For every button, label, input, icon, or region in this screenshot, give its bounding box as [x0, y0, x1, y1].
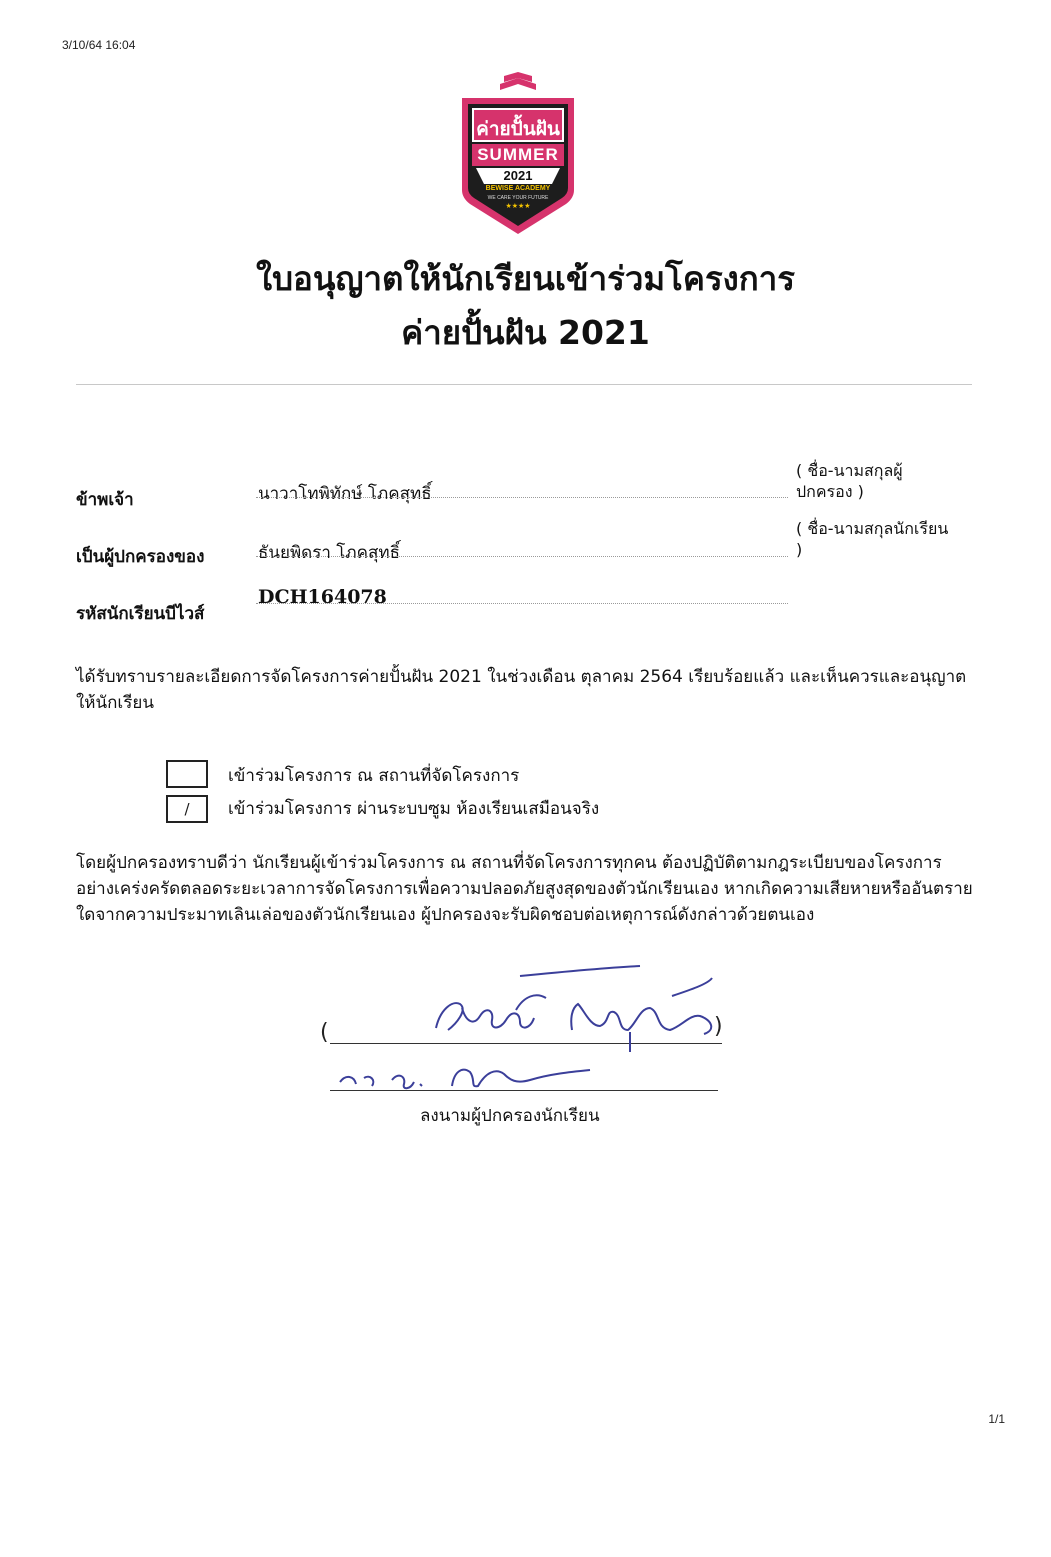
student-name-value: ธันยพิดรา โภคสุทธิ์: [258, 543, 400, 563]
parent-name-label: ข้าพเจ้า: [76, 490, 134, 510]
parent-name-note: ( ชื่อ-นามสกุลผู้ปกครอง ): [796, 461, 903, 501]
document-subtitle: ค่ายปั้นฝัน 2021: [401, 313, 650, 352]
onsite-option-label: เข้าร่วมโครงการ ณ สถานที่จัดโครงการ: [228, 766, 520, 786]
logo-summer: SUMMER: [477, 145, 559, 164]
page-number: 1/1: [988, 1412, 1005, 1426]
signature-open-paren: (: [320, 1020, 329, 1045]
print-timestamp: 3/10/64 16:04: [62, 38, 136, 52]
signature-caption: ลงนามผู้ปกครองนักเรียน: [420, 1106, 600, 1126]
logo-org: BEWISE ACADEMY: [485, 185, 551, 192]
student-name-note: ( ชื่อ-นามสกุลนักเรียน ): [796, 519, 949, 559]
student-name-label: เป็นผู้ปกครองของ: [76, 547, 205, 567]
student-id-label: รหัสนักเรียนบีไวส์: [76, 604, 205, 624]
disclaimer-text: โดยผู้ปกครองทราบดีว่า นักเรียนผู้เข้าร่วมโครงการ ณ สถานที่จัดโครงการทุกคน ต้องปฏิบัติตามกฎระเบียบของโครงการอย่างเคร่งครัดตลอดระยะเวลาการจัดโครงการเพื่อความปลอดภัยสูงสุดของตัวนักเรียนเอง หากเกิดความเสียหายหรืออันตรายใดจากความประมาทเลินเล่อของตัวนักเรียนเอง ผู้ปกครองจะรับผิดชอบต่อเหตุการณ์ดังกล่าวด้วยตนเอง: [76, 853, 973, 925]
logo-stars: ★★★★: [505, 202, 531, 210]
acknowledgement-text: ได้รับทราบรายละเอียดการจัดโครงการค่ายปั้นฝัน 2021 ในช่วงเดือน ตุลาคม 2564 เรียบร้อยแล้ว และเห็นควรและอนุญาตให้นักเรียน: [76, 667, 967, 713]
logo-year: 2021: [503, 168, 533, 183]
logo-thai-title: ค่ายปั้นฝัน: [476, 118, 560, 140]
online-option-label: เข้าร่วมโครงการ ผ่านระบบซูม ห้องเรียนเสมือนจริง: [228, 799, 600, 819]
parent-name-value: นาวาโทพิทักษ์ โภคสุทธิ์: [258, 484, 432, 504]
signature-close-paren: ): [714, 1014, 723, 1039]
logo-tagline: WE CARE YOUR FUTURE: [487, 195, 549, 201]
student-id-value: DCH164078: [258, 586, 387, 608]
online-checkbox[interactable]: /: [166, 795, 208, 823]
document-title: ใบอนุญาตให้นักเรียนเข้าร่วมโครงการ: [255, 259, 796, 298]
